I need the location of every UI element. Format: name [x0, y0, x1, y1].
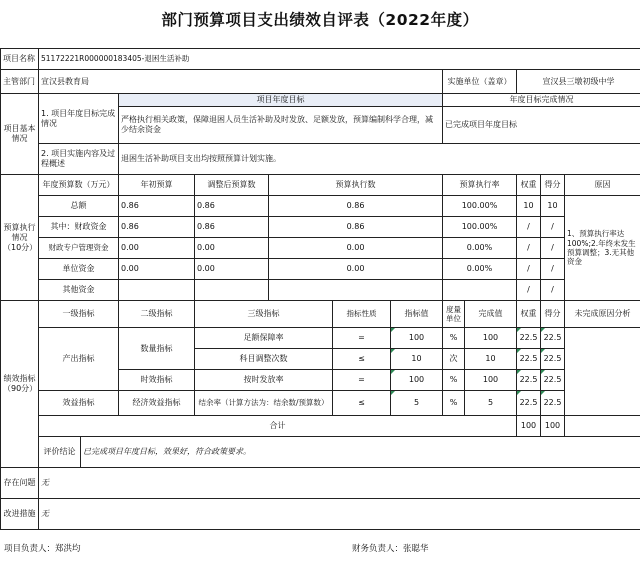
perf-reason-cell: [565, 328, 640, 416]
project-name-value: 51172221R000000183405-退困生活补助: [39, 49, 640, 70]
completion-header: 年度目标完成情况: [443, 94, 640, 107]
budget-init: 0.00: [119, 259, 195, 280]
budget-header-year: 年度预算数（万元）: [39, 175, 119, 196]
budget-row-label: 其中：财政资金: [39, 217, 119, 238]
perf-nature: =: [333, 328, 391, 349]
budget-score: /: [541, 280, 565, 301]
budget-init: 0.00: [119, 238, 195, 259]
completion-text: 已完成项目年度目标: [443, 107, 640, 144]
budget-row: [1, 238, 640, 259]
budget-weight: 10: [517, 196, 541, 217]
goal-label: 1. 项目年度目标完成情况: [39, 94, 119, 144]
perf-header-reason: 未完成原因分析: [565, 301, 640, 328]
budget-score: /: [541, 259, 565, 280]
perf-l2-time: 时效指标: [119, 370, 195, 391]
perf-l3: 足额保障率: [195, 328, 333, 349]
dept-value: 宣汉县教育局: [39, 70, 443, 94]
budget-header-init: 年初预算: [119, 175, 195, 196]
budget-row-label: 单位资金: [39, 259, 119, 280]
perf-header-l1: 一级指标: [39, 301, 119, 328]
perf-weight: 22.5: [517, 391, 541, 416]
budget-row-label: 其他资金: [39, 280, 119, 301]
total-score: 100: [541, 416, 565, 437]
perf-done: 10: [465, 349, 517, 370]
perf-nature: ≤: [333, 391, 391, 416]
perf-section-label: 绩效指标（90分）: [1, 301, 39, 468]
goal-header-row: [1, 94, 640, 107]
budget-exec: 0.00: [269, 238, 443, 259]
perf-header-value: 指标值: [391, 301, 443, 328]
perf-header-unit: 度量单位: [443, 301, 465, 328]
perf-l1-benefit: 效益指标: [39, 391, 119, 416]
perf-score: 22.5: [541, 328, 565, 349]
page-title: 部门预算项目支出绩效自评表（2022年度）: [161, 11, 479, 29]
perf-l3: 科目调整次数: [195, 349, 333, 370]
project-name-row: [1, 49, 640, 70]
perf-header-row: [1, 301, 640, 328]
perf-l2-econ: 经济效益指标: [119, 391, 195, 416]
project-name-label: 项目名称: [1, 49, 39, 70]
fix-row: [1, 499, 640, 530]
budget-init: 0.86: [119, 196, 195, 217]
budget-adj: 0.86: [195, 217, 269, 238]
fix-text: 无: [39, 499, 640, 530]
budget-row-label: 财政专户管理资金: [39, 238, 119, 259]
perf-score: 22.5: [541, 391, 565, 416]
total-row: [1, 416, 640, 437]
perf-score: 22.5: [541, 370, 565, 391]
budget-exec: 0.86: [269, 196, 443, 217]
perf-header-done: 完成值: [465, 301, 517, 328]
perf-header-weight: 权重: [517, 301, 541, 328]
perf-value: 100: [391, 328, 443, 349]
budget-header-adj: 调整后预算数: [195, 175, 269, 196]
eval-text: 已完成项目年度目标，效果好，符合政策要求。: [81, 437, 640, 468]
eval-row: [1, 437, 640, 468]
budget-header-rate: 预算执行率: [443, 175, 517, 196]
budget-row: [1, 280, 640, 301]
impl-unit-value: 宣汉县三墩初级中学: [517, 70, 640, 94]
evaluation-table: [0, 48, 640, 530]
budget-exec: [269, 280, 443, 301]
budget-weight: /: [517, 280, 541, 301]
budget-reason: 1、预算执行率达100%;2.年终未发生预算调整；3.无其他资金: [565, 196, 640, 301]
perf-l3: 结余率（计算方法为：结余数/预算数）: [195, 391, 333, 416]
budget-exec: 0.00: [269, 259, 443, 280]
budget-weight: /: [517, 259, 541, 280]
goal-header: 项目年度目标: [119, 94, 443, 107]
total-label: 合计: [39, 416, 517, 437]
budget-row: [1, 217, 640, 238]
impl-text: 退困生活补助项目支出均按照预算计划实施。: [119, 144, 640, 175]
budget-rate: 0.00%: [443, 259, 517, 280]
budget-init: 0.86: [119, 217, 195, 238]
total-weight: 100: [517, 416, 541, 437]
perf-nature: ≤: [333, 349, 391, 370]
perf-weight: 22.5: [517, 349, 541, 370]
budget-header-row: [1, 175, 640, 196]
budget-weight: /: [517, 217, 541, 238]
perf-unit: %: [443, 370, 465, 391]
budget-adj: [195, 280, 269, 301]
budget-rate: [443, 280, 517, 301]
budget-init: [119, 280, 195, 301]
perf-weight: 22.5: [517, 370, 541, 391]
fix-label: 改进措施: [1, 499, 39, 530]
eval-label: 评价结论: [39, 437, 81, 468]
total-reason-cell: [565, 416, 640, 437]
budget-weight: /: [517, 238, 541, 259]
perf-done: 5: [465, 391, 517, 416]
budget-rate: 100.00%: [443, 196, 517, 217]
perf-header-nature: 指标性质: [333, 301, 391, 328]
goal-text: 严格执行相关政策，保障退困人员生活补助及时发放、足额发放，预算编制科学合理，减少结余资金: [119, 107, 443, 144]
perf-row: [1, 391, 640, 416]
perf-row: [1, 328, 640, 349]
perf-done: 100: [465, 370, 517, 391]
budget-header-score: 得分: [541, 175, 565, 196]
budget-header-weight: 权重: [517, 175, 541, 196]
problem-text: 无: [39, 468, 640, 499]
perf-l2-quantity: 数量指标: [119, 328, 195, 370]
impl-unit-label: 实施单位（盖章）: [443, 70, 517, 94]
budget-section-label: 预算执行情况（10分）: [1, 175, 39, 301]
perf-done: 100: [465, 328, 517, 349]
dept-label: 主管部门: [1, 70, 39, 94]
perf-value: 10: [391, 349, 443, 370]
budget-row-label: 总额: [39, 196, 119, 217]
impl-row: [1, 144, 640, 175]
perf-header-l2: 二级指标: [119, 301, 195, 328]
perf-score: 22.5: [541, 349, 565, 370]
perf-l3: 按时发放率: [195, 370, 333, 391]
perf-unit: 次: [443, 349, 465, 370]
budget-adj: 0.00: [195, 238, 269, 259]
budget-score: 10: [541, 196, 565, 217]
perf-header-score: 得分: [541, 301, 565, 328]
budget-score: /: [541, 238, 565, 259]
perf-value: 100: [391, 370, 443, 391]
budget-adj: 0.86: [195, 196, 269, 217]
impl-label: 2. 项目实施内容及过程概述: [39, 144, 119, 175]
perf-header-l3: 三级指标: [195, 301, 333, 328]
perf-unit: %: [443, 391, 465, 416]
basic-section-label: 项目基本情况: [1, 94, 39, 175]
finance-manager-signature: 财务负责人：张聪华: [352, 544, 429, 554]
perf-unit: %: [443, 328, 465, 349]
problem-row: [1, 468, 640, 499]
budget-row: [1, 196, 640, 217]
budget-header-reason: 原因: [565, 175, 640, 196]
budget-exec: 0.86: [269, 217, 443, 238]
budget-rate: 0.00%: [443, 238, 517, 259]
perf-nature: =: [333, 370, 391, 391]
budget-score: /: [541, 217, 565, 238]
budget-rate: 100.00%: [443, 217, 517, 238]
problem-label: 存在问题: [1, 468, 39, 499]
budget-adj: 0.00: [195, 259, 269, 280]
perf-l1-output: 产出指标: [39, 328, 119, 391]
perf-value: 5: [391, 391, 443, 416]
department-row: [1, 70, 640, 94]
project-manager-signature: 项目负责人：郑洪均: [4, 544, 81, 554]
perf-weight: 22.5: [517, 328, 541, 349]
budget-row: [1, 259, 640, 280]
budget-header-exec: 预算执行数: [269, 175, 443, 196]
